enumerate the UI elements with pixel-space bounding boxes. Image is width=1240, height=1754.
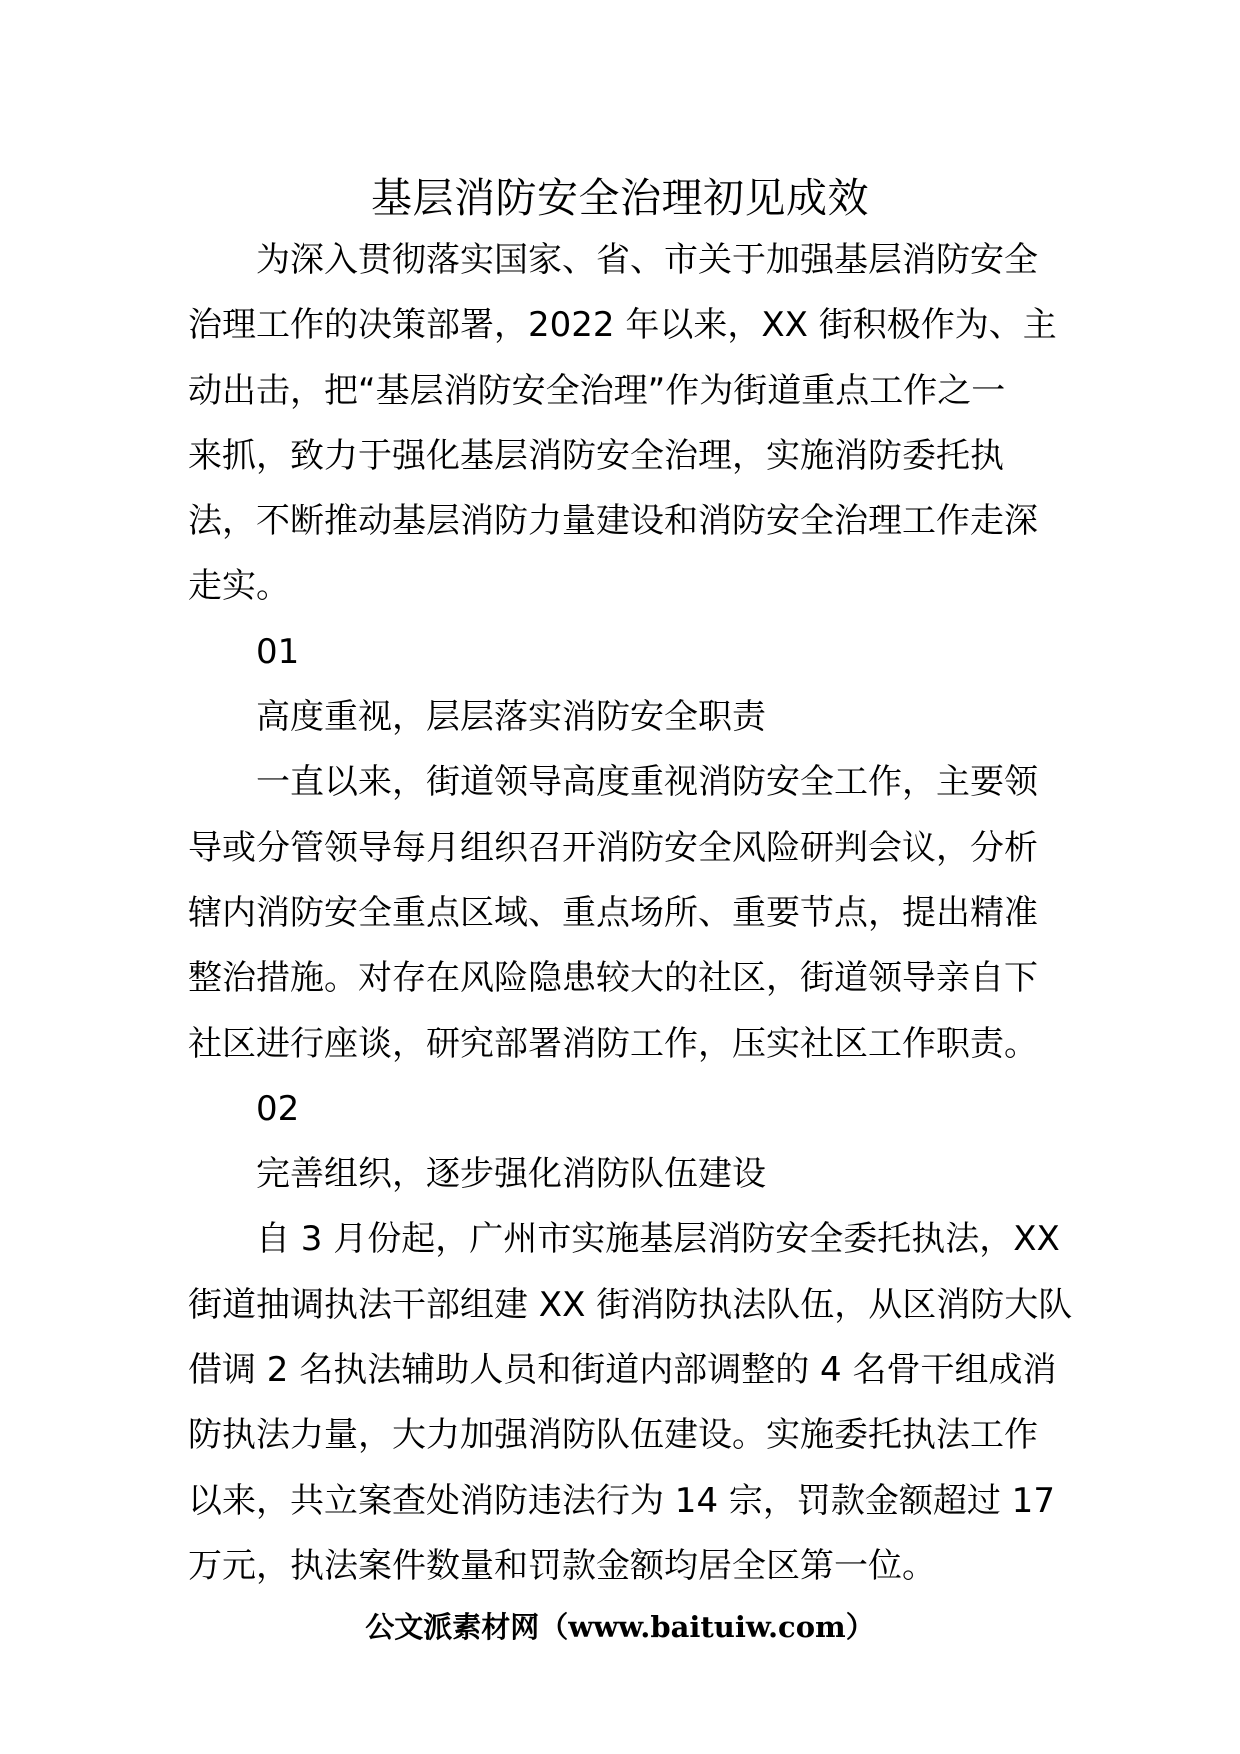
paragraph-line: 借调 2 名执法辅助人员和街道内部调整的 4 名骨干组成消 — [188, 1350, 1057, 1391]
paragraph-line: 来抓，致力于强化基层消防安全治理，实施消防委托执 — [188, 435, 1004, 476]
paragraph-line: 一直以来，街道领导高度重视消防安全工作，主要领 — [256, 762, 1038, 803]
paragraph-line: 街道抽调执法干部组建 XX 街消防执法队伍，从区消防大队 — [188, 1284, 1073, 1325]
section-number: 01 — [256, 631, 300, 672]
section2-paragraph — [188, 1207, 1073, 1599]
section-heading: 完善组织，逐步强化消防队伍建设 — [256, 1154, 766, 1195]
paragraph-line: 辖内消防安全重点区域、重点场所、重要节点，提出精准 — [188, 892, 1038, 933]
document-title: 基层消防安全治理初见成效 — [371, 174, 869, 222]
section-heading: 高度重视，层层落实消防安全职责 — [256, 697, 766, 738]
paragraph-line: 导或分管领导每月组织召开消防安全风险研判会议，分析 — [188, 827, 1038, 868]
intro-paragraph — [188, 228, 1058, 620]
paragraph-line: 防执法力量，大力加强消防队伍建设。实施委托执法工作 — [188, 1415, 1038, 1456]
section-number: 02 — [256, 1088, 300, 1129]
paragraph-line: 治理工作的决策部署，2022 年以来，XX 街积极作为、主 — [188, 305, 1057, 346]
paragraph-line: 走实。 — [188, 566, 290, 607]
paragraph-line: 法，不断推动基层消防力量建设和消防安全治理工作走深 — [188, 501, 1038, 542]
paragraph-line: 自 3 月份起，广州市实施基层消防安全委托执法，XX — [256, 1219, 1060, 1260]
paragraph-line: 社区进行座谈，研究部署消防工作，压实社区工作职责。 — [188, 1023, 1038, 1064]
paragraph-line: 整治措施。对存在风险隐患较大的社区，街道领导亲自下 — [188, 958, 1038, 999]
paragraph-line: 万元，执法案件数量和罚款金额均居全区第一位。 — [188, 1545, 936, 1586]
paragraph-line: 以来，共立案查处消防违法行为 14 宗，罚款金额超过 17 — [188, 1480, 1055, 1521]
footer-source: 公文派素材网（www.baituiw.com） — [365, 1610, 875, 1644]
paragraph-line: 动出击，把“基层消防安全治理”作为街道重点工作之一 — [188, 370, 1006, 411]
document-body — [188, 228, 1073, 1599]
paragraph-line: 为深入贯彻落实国家、省、市关于加强基层消防安全 — [256, 240, 1038, 280]
section1-paragraph — [188, 750, 1058, 1076]
